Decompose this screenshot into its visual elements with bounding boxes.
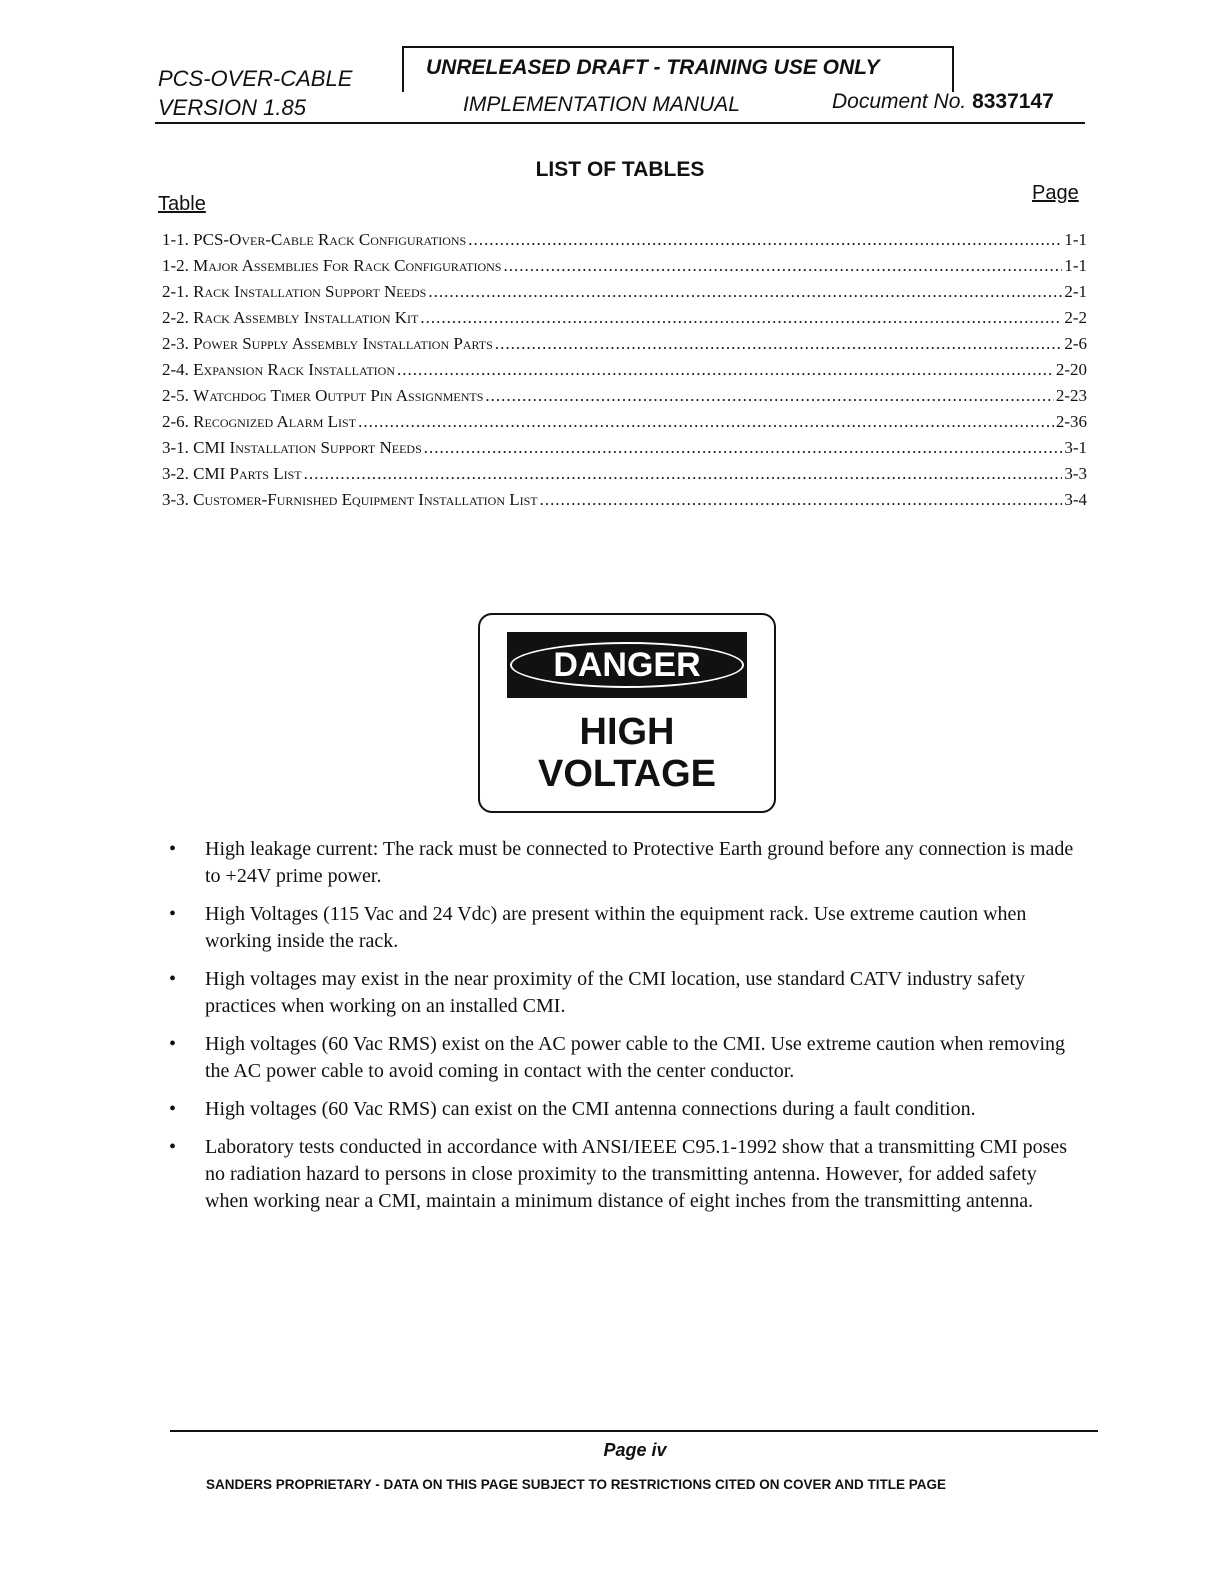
document-number-label: Document No. xyxy=(832,90,967,113)
entry-number: 3-1. xyxy=(162,438,189,457)
dot-leader xyxy=(540,490,1063,510)
dot-leader xyxy=(397,360,1054,380)
table-list-entry xyxy=(162,386,1087,412)
safety-warnings-list xyxy=(165,836,1085,1226)
entry-number: 2-2. xyxy=(162,308,189,327)
entry-page: 2-36 xyxy=(1055,412,1087,431)
bullet-icon: • xyxy=(169,968,177,990)
entry-title: Customer-Furnished Equipment Installation List xyxy=(193,490,538,509)
document-number-value: 8337147 xyxy=(972,90,1054,113)
entry-number: 2-4. xyxy=(162,360,189,379)
warning-item xyxy=(165,1134,1085,1215)
entry-title: CMI Parts List xyxy=(193,464,302,483)
entry-page: 2-2 xyxy=(1064,308,1087,327)
dot-leader xyxy=(495,334,1063,354)
warning-item xyxy=(165,966,1085,1020)
entry-page: 1-1 xyxy=(1064,230,1087,249)
warning-text: High leakage current: The rack must be connected to Protective Earth ground before any connection is made to +24V prime power. xyxy=(205,838,1074,887)
entry-number: 1-2. xyxy=(162,256,189,275)
danger-header-band xyxy=(507,632,747,698)
entry-number: 2-1. xyxy=(162,282,189,301)
bullet-icon: • xyxy=(169,1033,177,1055)
table-list-entry xyxy=(162,412,1087,438)
bullet-icon: • xyxy=(169,1136,177,1158)
entry-page: 1-1 xyxy=(1064,256,1087,275)
entry-title: Watchdog Timer Output Pin Assignments xyxy=(193,386,484,405)
bullet-icon: • xyxy=(169,903,177,925)
header-divider xyxy=(155,122,1085,124)
header-product: PCS-OVER-CABLE xyxy=(158,66,353,91)
danger-high-voltage-sign xyxy=(478,613,776,813)
table-list-entry xyxy=(162,230,1087,256)
dot-leader xyxy=(420,308,1062,328)
warning-text: Laboratory tests conducted in accordance with ANSI/IEEE C95.1-1992 show that a transmitting CMI poses no radiation hazard to persons in close proximity to the transmitting antenna. However, for added safety when working near a CMI, maintain a minimum distance of eight inches from the transmitting antenna. xyxy=(205,1136,1068,1212)
entry-page: 3-3 xyxy=(1064,464,1087,483)
entry-title: CMI Installation Support Needs xyxy=(193,438,422,457)
bullet-icon: • xyxy=(169,1098,177,1120)
entry-page: 3-1 xyxy=(1064,438,1087,457)
draft-notice: UNRELEASED DRAFT - TRAINING USE ONLY xyxy=(402,46,954,92)
table-list-entry xyxy=(162,308,1087,334)
entry-page: 2-20 xyxy=(1055,360,1087,379)
table-list-entry xyxy=(162,282,1087,308)
table-list-entry xyxy=(162,360,1087,386)
header-manual-title: IMPLEMENTATION MANUAL xyxy=(463,93,740,116)
dot-leader xyxy=(468,230,1062,250)
proprietary-notice: SANDERS PROPRIETARY - DATA ON THIS PAGE SUBJECT TO RESTRICTIONS CITED ON COVER AND TITLE PAGE xyxy=(206,1477,947,1492)
dot-leader xyxy=(503,256,1062,276)
entry-number: 1-1. xyxy=(162,230,189,249)
warning-item xyxy=(165,1096,1085,1123)
dot-leader xyxy=(304,464,1063,484)
warning-text: High voltages may exist in the near proximity of the CMI location, use standard CATV industry safety practices when working on an installed CMI. xyxy=(205,968,1026,1017)
table-list-entry xyxy=(162,334,1087,360)
table-list xyxy=(162,230,1087,516)
table-list-entry xyxy=(162,464,1087,490)
warning-text: High voltages (60 Vac RMS) can exist on the CMI antenna connections during a fault condition. xyxy=(205,1098,976,1120)
entry-number: 3-3. xyxy=(162,490,189,509)
column-header-table: Table xyxy=(158,193,206,215)
warning-text: High voltages (60 Vac RMS) exist on the AC power cable to the CMI. Use extreme caution when removing the AC power cable to avoid coming in contact with the center conductor. xyxy=(205,1033,1066,1082)
table-list-entry xyxy=(162,256,1087,282)
entry-page: 3-4 xyxy=(1064,490,1087,509)
entry-number: 2-6. xyxy=(162,412,189,431)
entry-title: Power Supply Assembly Installation Parts xyxy=(193,334,493,353)
entry-title: Expansion Rack Installation xyxy=(193,360,395,379)
table-list-entry xyxy=(162,490,1087,516)
entry-number: 2-3. xyxy=(162,334,189,353)
dot-leader xyxy=(428,282,1062,302)
entry-title: Recognized Alarm List xyxy=(193,412,357,431)
warning-text: High Voltages (115 Vac and 24 Vdc) are present within the equipment rack. Use extreme caution when working inside the rack. xyxy=(205,903,1027,952)
table-list-entry xyxy=(162,438,1087,464)
entry-page: 2-1 xyxy=(1064,282,1087,301)
danger-label: DANGER xyxy=(510,642,744,688)
entry-title: PCS-Over-Cable Rack Configurations xyxy=(193,230,467,249)
sign-text-line1: HIGH xyxy=(579,711,675,753)
list-of-tables-title: LIST OF TABLES xyxy=(535,158,705,181)
header-document-number xyxy=(832,90,1054,114)
entry-title: Major Assemblies For Rack Configurations xyxy=(193,256,502,275)
entry-title: Rack Installation Support Needs xyxy=(193,282,427,301)
entry-number: 3-2. xyxy=(162,464,189,483)
entry-title: Rack Assembly Installation Kit xyxy=(193,308,419,327)
header-version: VERSION 1.85 xyxy=(158,95,306,120)
page-number: Page iv xyxy=(603,1440,667,1460)
entry-page: 2-6 xyxy=(1064,334,1087,353)
dot-leader xyxy=(358,412,1054,432)
warning-item xyxy=(165,836,1085,890)
warning-item xyxy=(165,901,1085,955)
footer-divider xyxy=(170,1430,1098,1432)
column-header-page: Page xyxy=(1032,182,1079,204)
dot-leader xyxy=(485,386,1053,406)
sign-text-line2: VOLTAGE xyxy=(537,753,717,795)
warning-item xyxy=(165,1031,1085,1085)
bullet-icon: • xyxy=(169,838,177,860)
entry-number: 2-5. xyxy=(162,386,189,405)
dot-leader xyxy=(424,438,1063,458)
entry-page: 2-23 xyxy=(1055,386,1087,405)
